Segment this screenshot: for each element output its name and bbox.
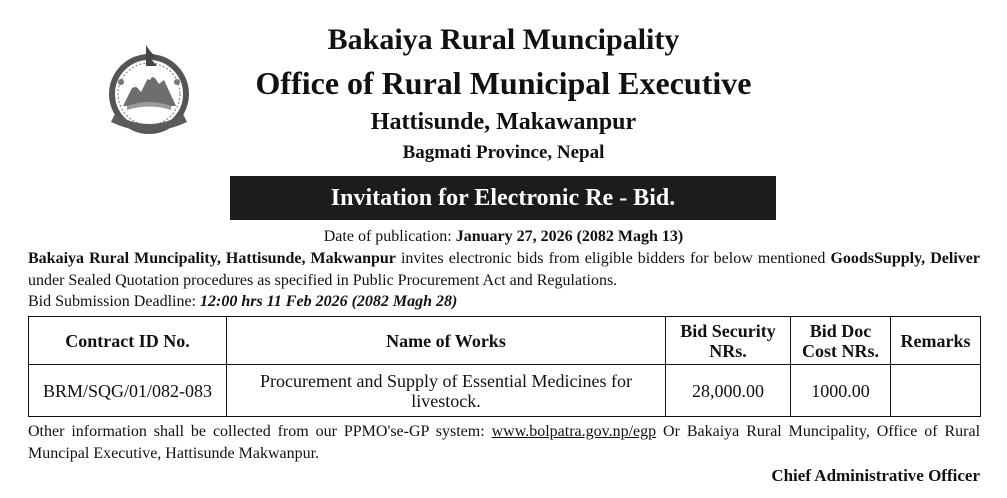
header-remarks: Remarks — [891, 317, 981, 365]
cell-name-of-works: Procurement and Supply of Essential Medicines for livestock. — [227, 365, 666, 417]
egp-link[interactable]: www.bolpatra.gov.np/egp — [491, 423, 657, 440]
invitation-text-part-1: invites electronic bids from eligible bidders for below mentioned — [395, 250, 831, 267]
header-contract-id: Contract ID No. — [29, 317, 227, 365]
municipality-name: Bakaiya Rural Muncipality — [327, 23, 680, 56]
table-header-row — [29, 317, 981, 365]
table-row — [29, 365, 981, 417]
footer-text-part-1: Other information shall be collected from our PPMO'se-GP system: — [28, 423, 492, 440]
header-bid-doc-cost: Bid Doc Cost NRs. — [791, 317, 891, 365]
submission-deadline-line — [28, 292, 457, 312]
publication-date-value: January 27, 2026 (2082 Magh 13) — [455, 228, 684, 245]
footer-text-part-2: Or Bakaiya Rural Muncipality, Office of Rural Muncipal Executive, Hattisunde Makwanpur. — [28, 423, 981, 462]
deadline-label: Bid Submission Deadline: — [28, 293, 200, 310]
cell-bid-doc-cost: 1000.00 — [791, 365, 891, 417]
header-bid-security: Bid Security NRs. — [666, 317, 791, 365]
deadline-value: 12:00 hrs 11 Feb 2026 (2082 Magh 28) — [200, 293, 458, 310]
invitation-paragraph — [28, 248, 980, 292]
office-name: Office of Rural Municipal Executive — [255, 65, 752, 101]
cell-contract-id: BRM/SQG/01/082-083 — [29, 365, 227, 417]
header-name-of-works: Name of Works — [227, 317, 666, 365]
publication-date-label: Date of publication: — [323, 228, 456, 245]
bid-table — [28, 316, 981, 417]
footer-information — [28, 421, 980, 465]
cell-remarks — [891, 365, 981, 417]
signatory-title: Chief Administrative Officer — [771, 466, 980, 485]
publication-date-line — [0, 227, 1007, 247]
goods-type: GoodsSupply, Deliver — [830, 250, 980, 267]
province-line: Bagmati Province, Nepal — [402, 142, 605, 163]
office-location: Hattisunde, Makawanpur — [370, 109, 637, 135]
invitation-text-part-2: under Sealed Quotation procedures as specified in Public Procurement Act and Regulations. — [28, 272, 618, 289]
title-banner: Invitation for Electronic Re - Bid. — [230, 176, 776, 220]
issuer-name: Bakaiya Rural Muncipality, Hattisunde, Makwanpur — [28, 250, 396, 267]
cell-bid-security: 28,000.00 — [666, 365, 791, 417]
